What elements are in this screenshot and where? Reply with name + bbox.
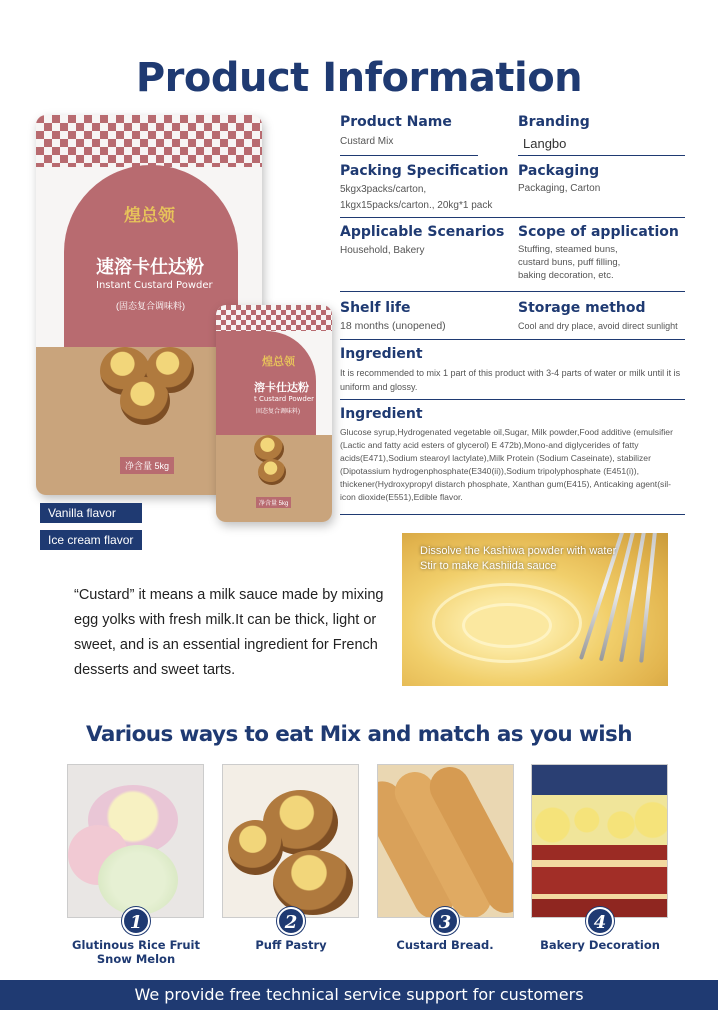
way-image-custard-bread <box>377 764 514 918</box>
way-number-badge: 4 <box>586 907 614 935</box>
checker-pattern <box>36 115 262 167</box>
value-shelf-life: 18 months (unopened) <box>340 320 446 332</box>
cream-puff <box>120 377 170 425</box>
value-usage: It is recommended to mix 1 part of this product with 3-4 parts of water or milk until it is uniform and glossy. <box>340 368 681 392</box>
checker-pattern <box>216 305 332 331</box>
product-bag-small <box>216 305 332 522</box>
value-packaging: Packaging, Carton <box>518 183 601 194</box>
label-storage: Storage method <box>518 300 646 316</box>
flavor-tag-vanilla: Vanilla flavor <box>40 503 142 523</box>
cream-puff <box>258 459 286 485</box>
value-packing-spec-2: 1kgx15packs/carton., 20kg*1 pack <box>340 200 493 211</box>
divider <box>340 217 685 218</box>
value-storage: Cool and dry place, avoid direct sunlight <box>518 321 678 331</box>
way-number-badge: 3 <box>431 907 459 935</box>
way-image-rice-fruit <box>67 764 204 918</box>
label-branding: Branding <box>518 114 590 130</box>
label-scenarios: Applicable Scenarios <box>340 224 505 240</box>
label-usage: Ingredient <box>340 346 423 362</box>
way-label-rice-fruit: Glutinous Rice Fruit Snow Melon <box>72 938 200 966</box>
product-sub-cn: (固态复合调味料) <box>116 301 185 311</box>
flavor-tag-ice-cream: Ice cream flavor <box>40 530 142 550</box>
way-label-puff-pastry: Puff Pastry <box>255 938 327 952</box>
way-image-puff-pastry <box>222 764 359 918</box>
divider <box>340 339 685 340</box>
product-name-cn: 速溶卡仕达粉 <box>96 257 204 278</box>
value-scope: Stuffing, steamed buns, custard buns, puff filling, baking decoration, etc. <box>518 244 621 281</box>
label-product-name: Product Name <box>340 114 452 130</box>
way-label-bakery-decoration: Bakery Decoration <box>540 938 660 952</box>
brand-logo-cn: 煌总领 <box>124 206 175 226</box>
custard-mixing-photo <box>402 533 668 686</box>
way-number-badge: 1 <box>122 907 150 935</box>
ways-title: Various ways to eat Mix and match as you wish <box>86 722 632 747</box>
value-branding: Langbo <box>523 136 567 151</box>
value-product-name: Custard Mix <box>340 136 394 147</box>
product-name-en: Instant Custard Powder <box>96 280 213 291</box>
photo-caption-1: Dissolve the Kashiwa powder with water <box>420 545 617 557</box>
footer-banner: We provide free technical service support for customers <box>0 980 718 1010</box>
page-title: Product Information <box>135 55 583 101</box>
label-ingredients: Ingredient <box>340 406 423 422</box>
divider <box>340 399 685 400</box>
divider <box>340 155 478 156</box>
divider <box>340 291 685 292</box>
custard-description: “Custard” it means a milk sauce made by mixing egg yolks with fresh milk.It can be thick, light or sweet, and is an essential ingredient for French desserts and sweet tarts. <box>74 587 384 678</box>
way-number-badge: 2 <box>277 907 305 935</box>
way-image-bakery-decoration <box>531 764 668 918</box>
value-ingredients: Glucose syrup,Hydrogenated vegetable oil,Sugar, Milk powder,Food additive (emulsifier (Lactic and fatty acid esters of glycerol) E 472b),Mono-and diglycerides of fatty acids(E471),Sodium stearoyl lactylate),Milk Protein (Sodium Caseinate), stabilizer (Dipotassium hydrogenphosphate(E340(ii)),Sodium tripolyphosphate (E451(i)), thickener(Hydroxypropyl distarch phosphate, Xanthan gum(E415), Anticaking agent(sil-icon dioxide(E551),Edible flavor. <box>340 427 673 502</box>
product-name-cn: 溶卡仕达粉 <box>254 381 309 394</box>
product-name-en: t Custard Powder <box>254 395 315 403</box>
product-sub-cn: 固态复合调味料) <box>256 409 300 415</box>
label-packing-spec: Packing Specification <box>340 163 509 179</box>
photo-caption-2: Stir to make Kashiida sauce <box>420 560 557 572</box>
way-label-custard-bread: Custard Bread. <box>396 938 494 952</box>
label-scope: Scope of application <box>518 224 679 240</box>
brand-logo-cn: 煌总领 <box>262 355 295 368</box>
label-shelf-life: Shelf life <box>340 300 411 316</box>
divider <box>518 155 685 156</box>
value-scenarios: Household, Bakery <box>340 245 425 256</box>
value-packing-spec-1: 5kgx3packs/carton, <box>340 184 427 195</box>
net-weight-label: 净含量 5kg <box>120 457 174 474</box>
label-packaging: Packaging <box>518 163 600 179</box>
divider <box>340 514 685 515</box>
net-weight-label: 净含量 5kg <box>256 497 291 508</box>
